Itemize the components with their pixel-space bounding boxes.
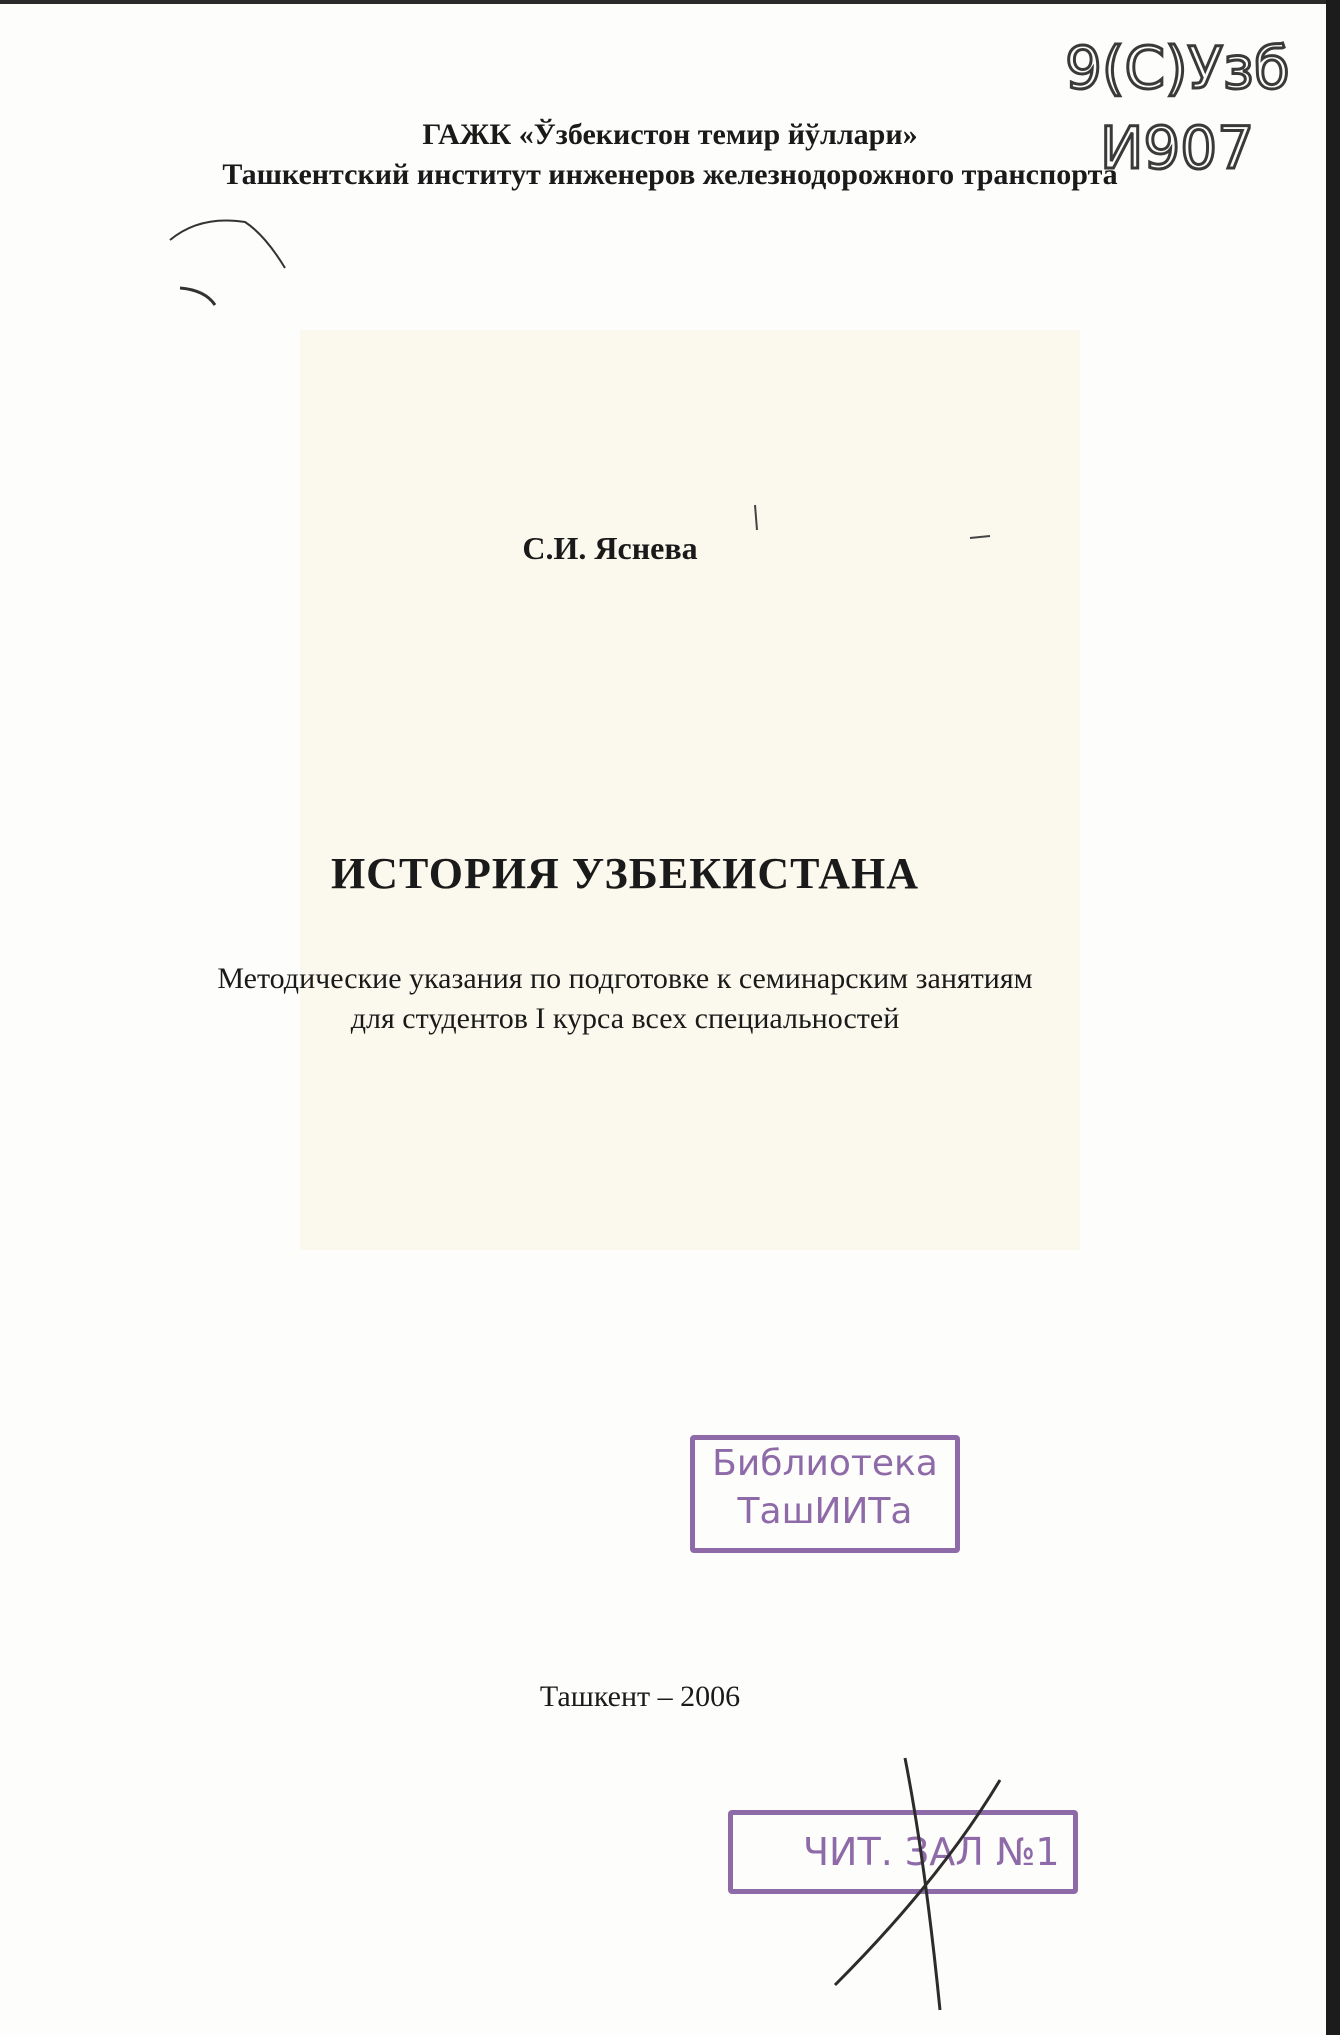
pen-tick-1	[755, 505, 757, 530]
publisher-line-2: Ташкентский институт инженеров железнодорожного транспорта	[222, 158, 1118, 191]
library-stamp-line-1: Библиотека	[712, 1443, 938, 1484]
pen-stroke-upper-left-2	[180, 288, 215, 305]
author-name: С.И. Яснева	[522, 530, 698, 566]
book-title: ИСТОРИЯ УЗБЕКИСТАНА	[330, 849, 920, 898]
pen-stroke-upper-left	[170, 220, 285, 268]
library-stamp-line-2: ТашИИТа	[737, 1491, 913, 1532]
place-and-year: Ташкент – 2006	[539, 1680, 741, 1713]
pen-dash-1	[970, 536, 990, 538]
shelfmark-line-2: И907	[1100, 114, 1255, 182]
subtitle-line-1: Методические указания по подготовке к семинарским занятиям	[217, 962, 1033, 995]
reading-room-stamp: ЧИТ. ЗАЛ №1	[728, 1810, 1078, 1894]
publisher-line-1: ГАЖК «Ўзбекистон темир йўллари»	[422, 118, 918, 151]
pen-cross-stroke-2	[835, 1780, 1000, 1985]
shelfmark-line-1: 9(С)Узб	[1065, 34, 1290, 102]
subtitle-line-2: для студентов I курса всех специальностей	[350, 1002, 900, 1035]
pen-cross-stroke-1	[905, 1758, 940, 2010]
